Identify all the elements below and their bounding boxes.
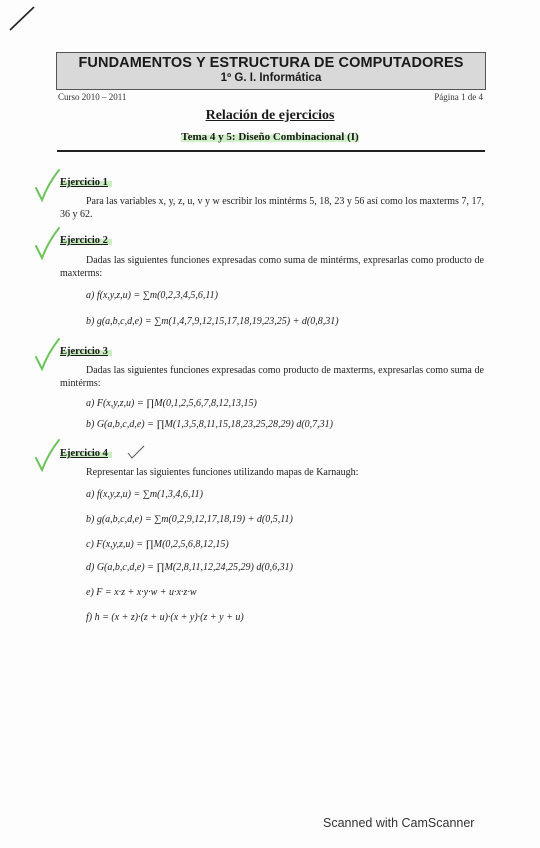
exercise-4-item-c: c) F(x,y,z,u) = ∏M(0,2,5,6,8,12,15) [86,539,229,550]
green-check-icon [34,226,60,260]
title-divider [57,150,485,152]
course-year: Curso 2010 – 2011 [58,92,127,102]
document-subtitle [0,131,540,143]
course-level: 1º G. I. Informática [220,72,322,84]
exercise-2-item-b: b) g(a,b,c,d,e) = ∑m(1,4,7,9,12,15,17,18,19,23,25) + d(0,8,31) [86,316,339,327]
exercise-4-heading: Ejercicio 4 [60,448,112,459]
exercise-4-item-d: d) G(a,b,c,d,e) = ∏M(2,8,11,12,24,25,29) d(0,6,31) [86,562,293,573]
scanner-watermark: Scanned with CamScanner [323,816,475,830]
document-title: Relación de ejercicios [205,108,335,123]
exercise-1-text: Para las variables x, y, z, u, v y w escribir los mintérms 5, 18, 23 y 56 así como los maxterms 7, 17, 36 y 62. [60,196,484,220]
exercise-4-item-a: a) f(x,y,z,u) = ∑m(1,3,4,6,11) [86,489,204,500]
exercise-4-item-f: f) h = (x + z)·(z + u)·(x + y)·(z + y + u) [86,612,244,623]
exercise-3-heading: Ejercicio 3 [60,346,112,357]
exercise-2-text: Dadas las siguientes funciones expresadas como suma de mintérms, expresarlas como producto de maxterms: [60,255,484,279]
pen-stroke-mark [8,4,38,34]
exercise-4-item-b: b) g(a,b,c,d,e) = ∑m(0,2,9,12,17,18,19) + d(0,5,11) [86,514,293,525]
exercise-3-text: Dadas las siguientes funciones expresadas como producto de maxterms, expresarlas como suma de mintérms: [60,365,484,389]
green-check-icon [34,337,60,371]
course-title: FUNDAMENTOS Y ESTRUCTURA DE COMPUTADORES [78,55,464,71]
exercise-4-text: Representar las siguientes funciones utilizando mapas de Karnaugh: [86,467,359,478]
exercise-3-item-a: a) F(x,y,z,u) = ∏M(0,1,2,5,6,7,8,12,13,15) [86,398,257,409]
exercise-4-item-e: e) F = x·z + x·y·w + u·x·z·w [86,587,197,598]
exercise-2-item-a: a) f(x,y,z,u) = ∑m(0,2,3,4,5,6,11) [86,290,219,301]
green-check-icon [34,168,60,202]
document-subtitle-text: Tema 4 y 5: Diseño Combinacional (I) [181,131,359,143]
page-number: Página 1 de 4 [434,92,483,102]
course-header [56,52,486,90]
exercise-3-item-b: b) G(a,b,c,d,e) = ∏M(1,3,5,8,11,15,18,23,25,28,29) d(0,7,31) [86,419,333,430]
exercise-2-heading: Ejercicio 2 [60,235,112,246]
pencil-check-icon [126,444,146,460]
exercise-1-heading: Ejercicio 1 [60,177,112,188]
green-check-icon [34,438,60,472]
